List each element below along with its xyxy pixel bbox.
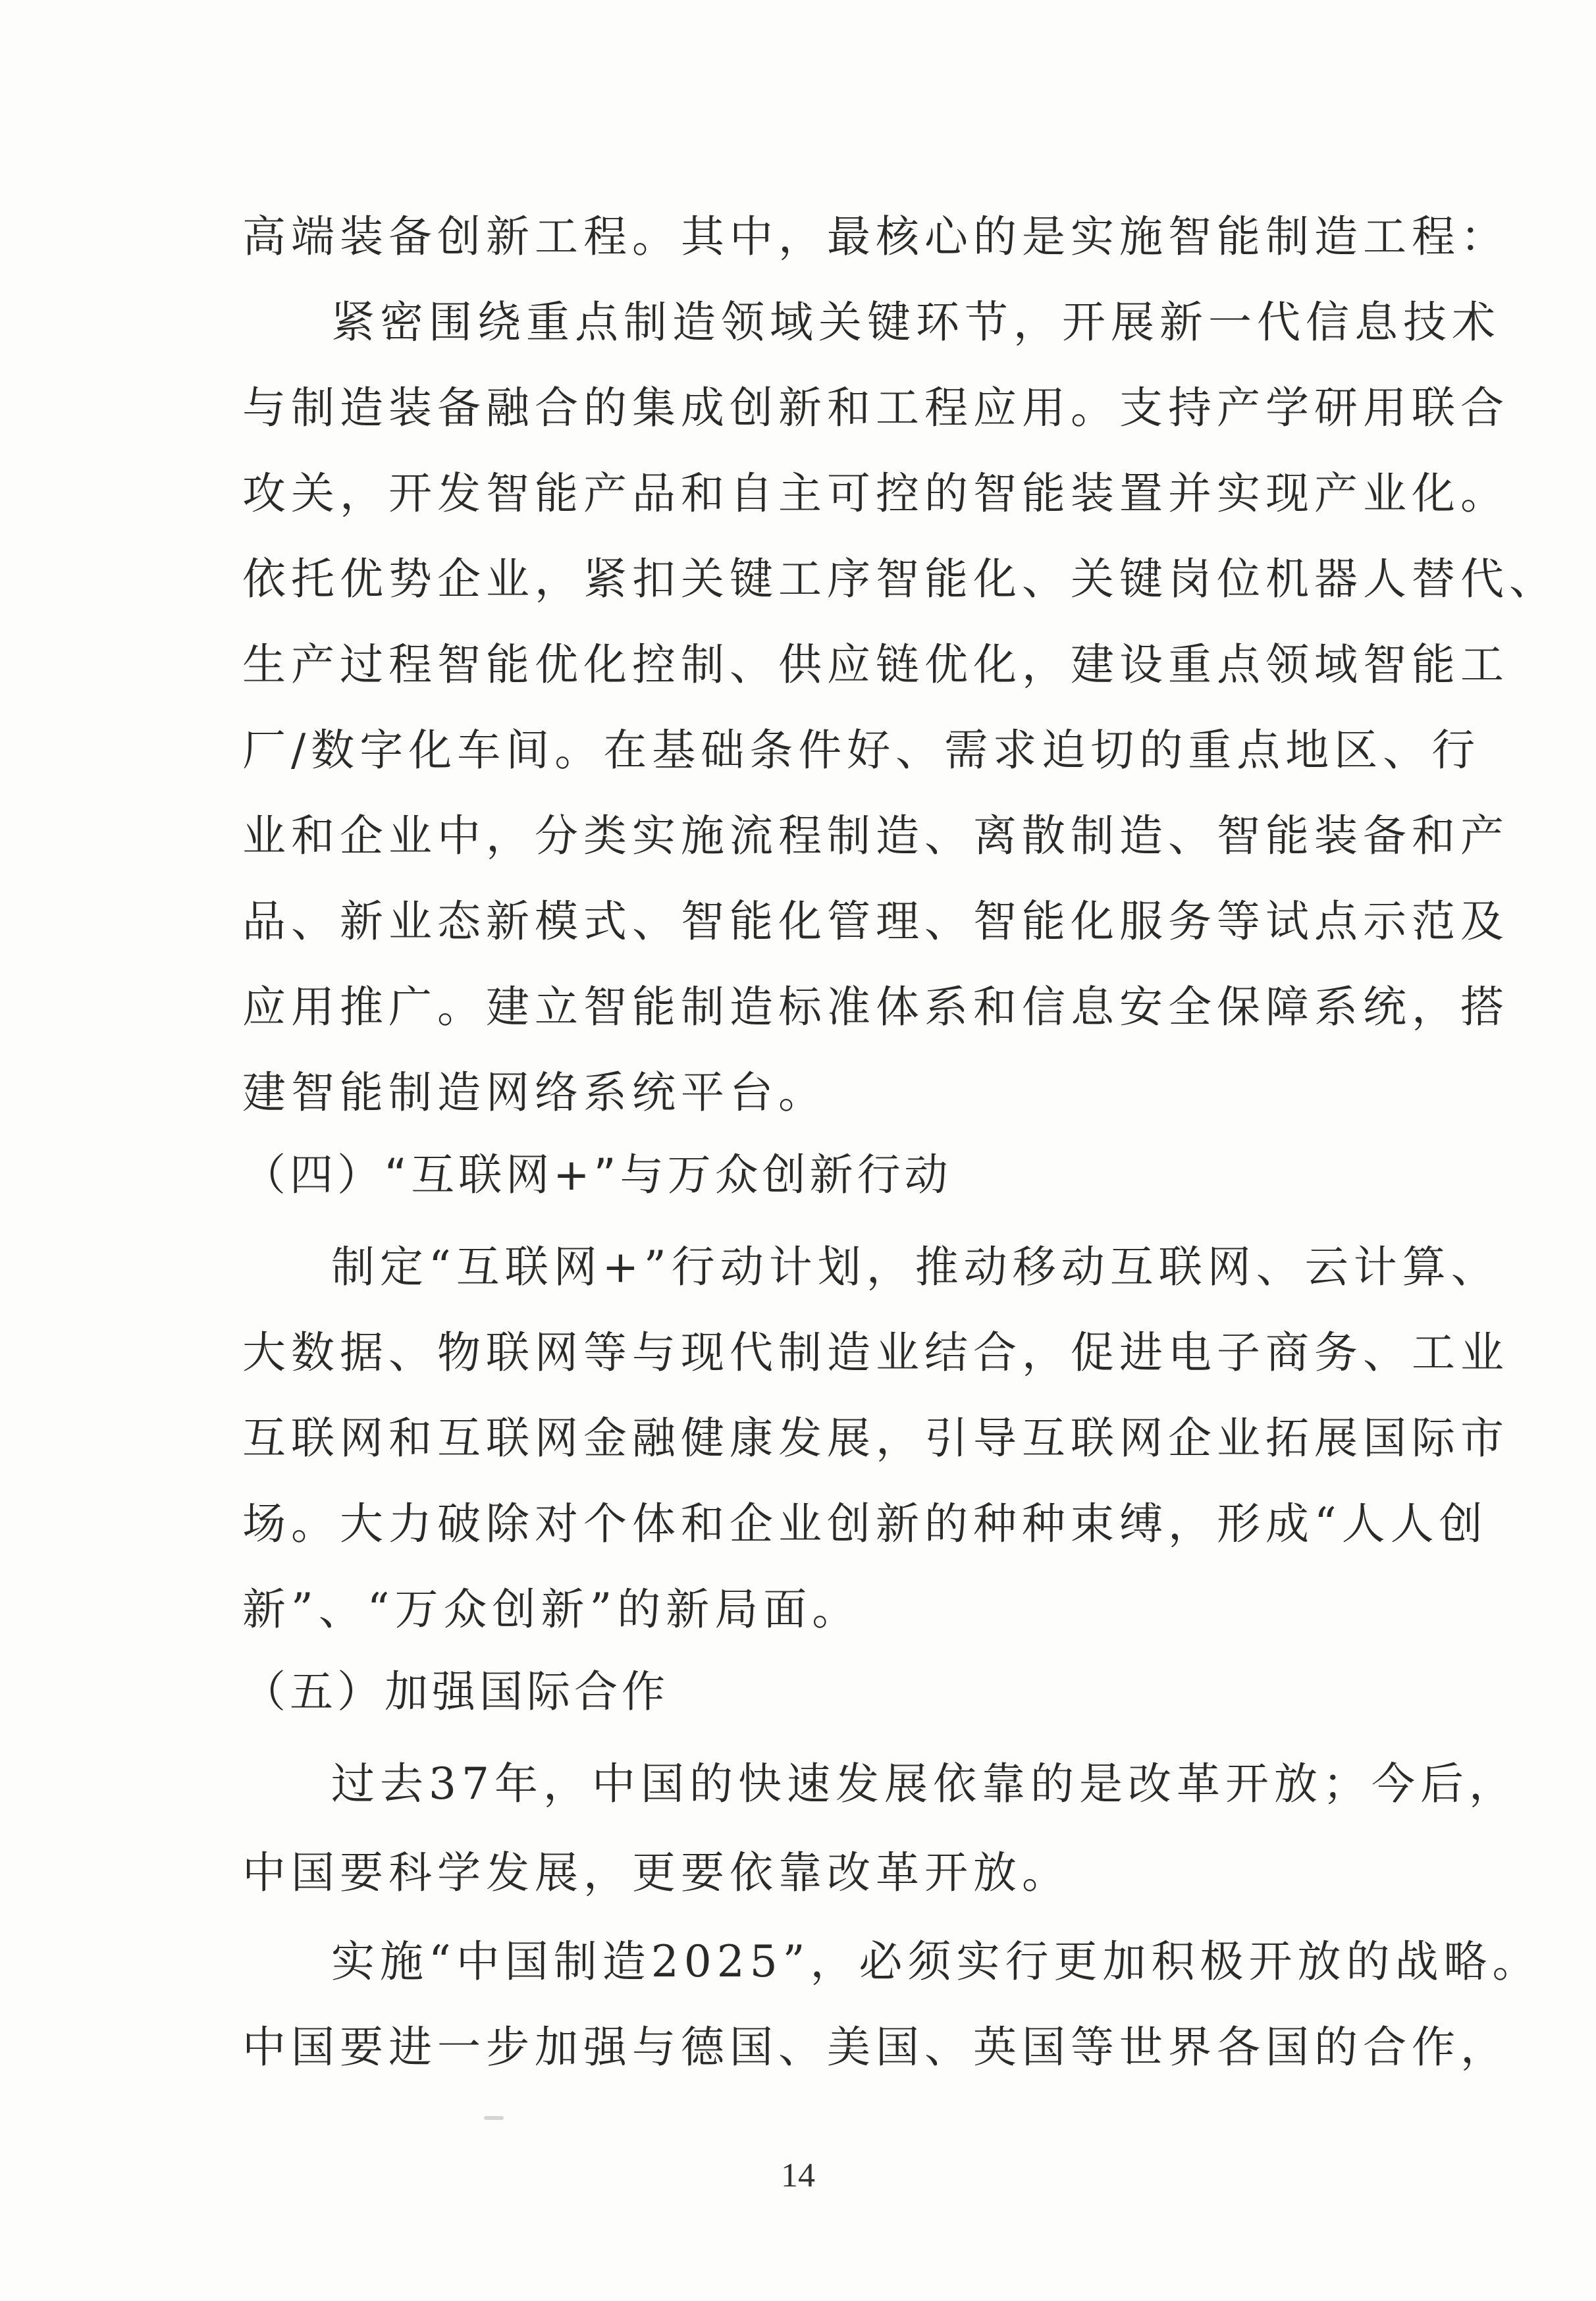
text-line: 依托优势企业，紧扣关键工序智能化、关键岗位机器人替代、 xyxy=(242,554,1558,604)
text-line: 中国要进一步加强与德国、美国、英国等世界各国的合作， xyxy=(242,2022,1509,2073)
text-line: 业和企业中，分类实施流程制造、离散制造、智能装备和产 xyxy=(242,810,1509,861)
text-line: 互联网和互联网金融健康发展，引导互联网企业拓展国际市 xyxy=(242,1413,1509,1464)
text-line: 厂/数字化车间。在基础条件好、需求迫切的重点地区、行 xyxy=(242,725,1481,776)
text-line: 紧密围绕重点制造领域关键环节，开展新一代信息技术 xyxy=(331,297,1501,348)
text-line: 中国要科学发展，更要依靠改革开放。 xyxy=(242,1847,1071,1898)
page-number: 14 xyxy=(781,2157,815,2194)
text-line: 新”、“万众创新”的新局面。 xyxy=(242,1584,861,1635)
text-line: 应用推广。建立智能制造标准体系和信息安全保障系统，搭 xyxy=(242,982,1509,1032)
text-line: 制定“互联网+”行动计划，推动移动互联网、云计算、 xyxy=(331,1242,1500,1292)
text-line: 实施“中国制造2025”，必须实行更加积极开放的战略。 xyxy=(331,1936,1541,1987)
text-line: 建智能制造网络系统平台。 xyxy=(242,1067,827,1118)
text-line: 品、新业态新模式、智能化管理、智能化服务等试点示范及 xyxy=(242,896,1509,947)
text-line: 场。大力破除对个体和企业创新的种种束缚，形成“人人创 xyxy=(242,1498,1488,1549)
text-line: 攻关，开发智能产品和自主可控的智能装置并实现产业化。 xyxy=(242,468,1509,519)
scan-speck xyxy=(484,2116,504,2120)
section-heading-4: （四）“互联网+”与万众创新行动 xyxy=(242,1150,952,1200)
text-line: 生产过程智能优化控制、供应链优化，建设重点领域智能工 xyxy=(242,639,1509,690)
text-line: 高端装备创新工程。其中，最核心的是实施智能制造工程： xyxy=(242,211,1509,262)
text-line: 过去37年，中国的快速发展依靠的是改革开放；今后， xyxy=(331,1759,1518,1809)
text-line: 与制造装备融合的集成创新和工程应用。支持产学研用联合 xyxy=(242,383,1509,433)
section-heading-5: （五）加强国际合作 xyxy=(242,1666,669,1717)
text-line: 大数据、物联网等与现代制造业结合，促进电子商务、工业 xyxy=(242,1327,1509,1378)
